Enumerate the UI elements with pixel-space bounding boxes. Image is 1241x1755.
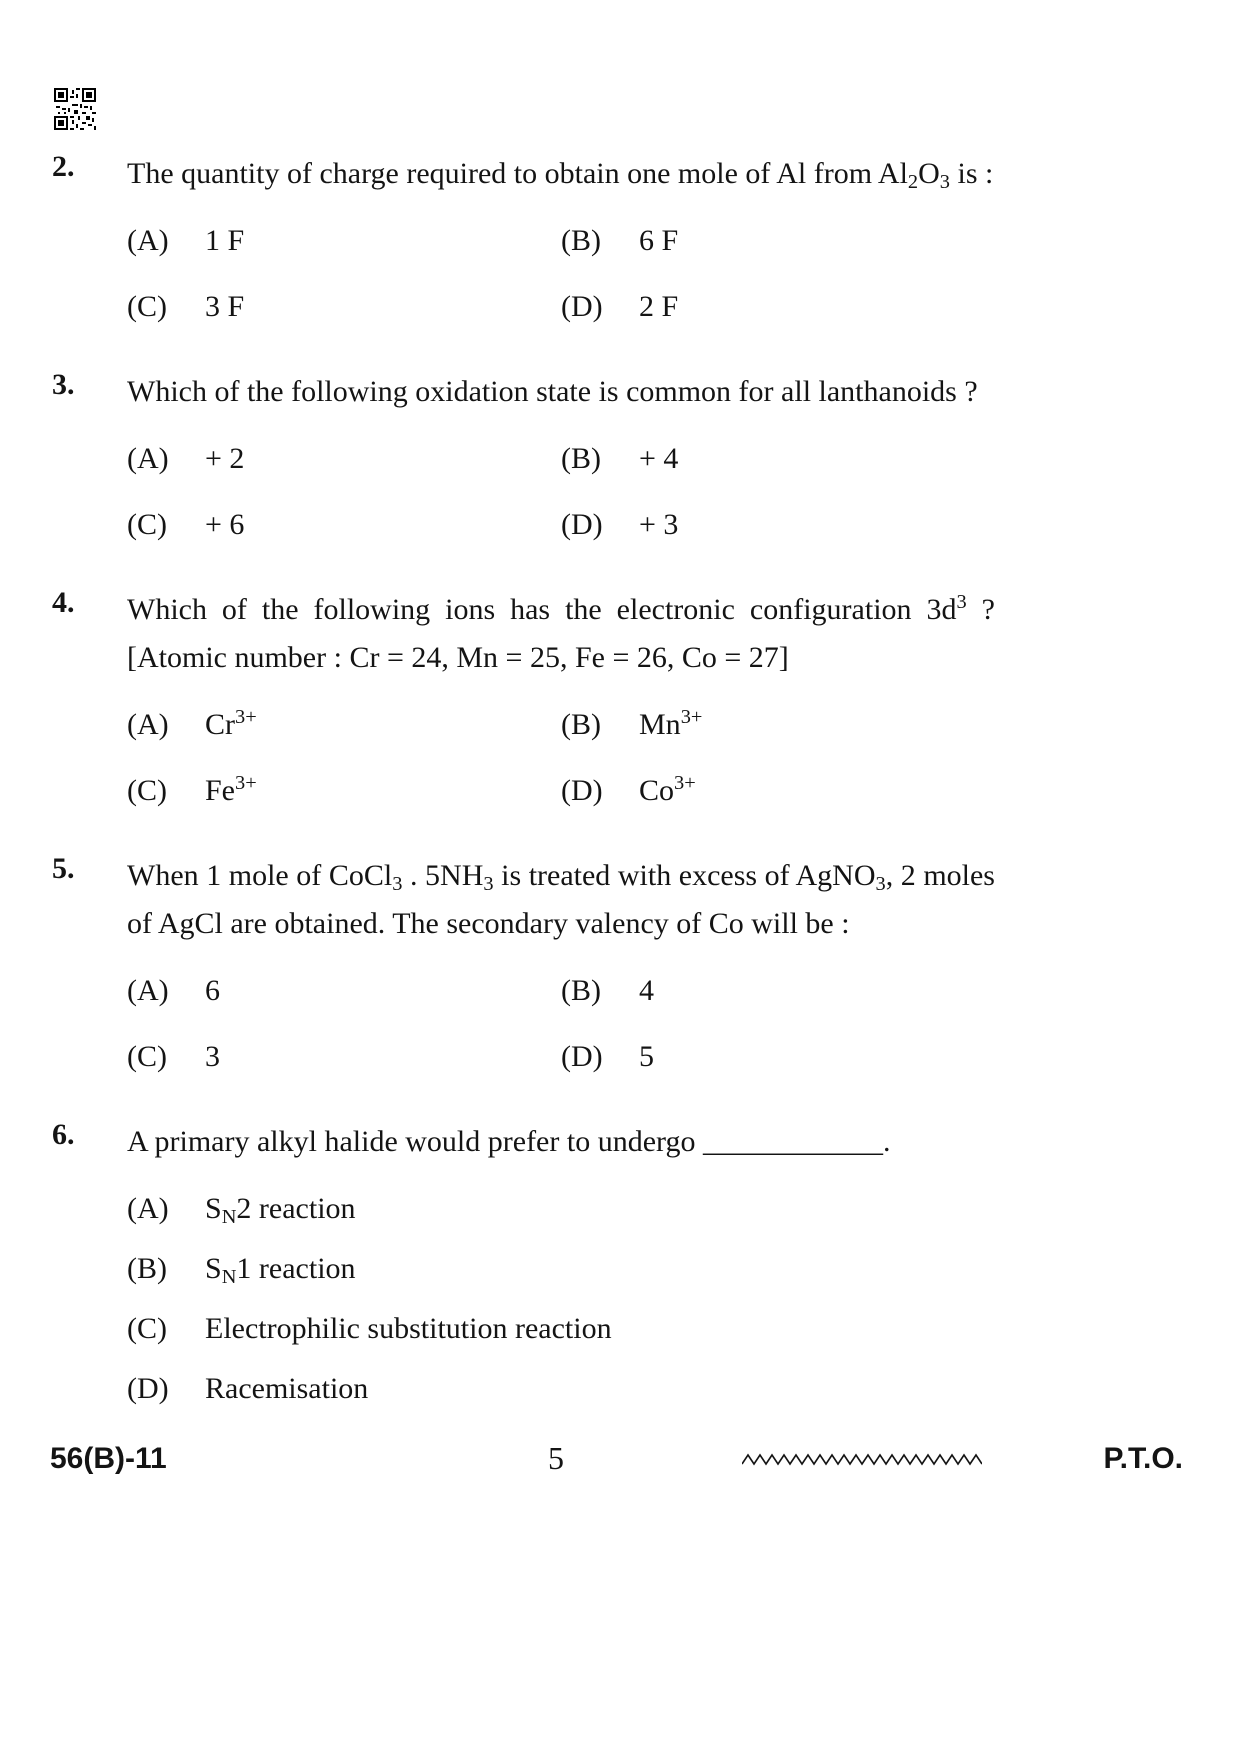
options [127,442,995,542]
question [52,1118,995,1406]
option-label: (A) [127,442,169,475]
option [127,974,561,1008]
option-label: (D) [127,1372,169,1405]
option-text: 3 F [205,290,245,323]
option-text: + 2 [205,442,245,475]
option-label: (D) [561,508,603,541]
question [52,852,995,1074]
page-number: 5 [548,1440,564,1476]
option [127,290,561,324]
option [127,1312,995,1346]
option-text: $Fe^{3+}$ [205,771,257,807]
page-content [52,88,995,1450]
option-label: (B) [127,1252,167,1285]
option [127,705,561,742]
question [52,150,995,324]
pto-label: P.T.O. [1103,1442,1183,1475]
question-body [127,150,995,324]
option-label: (B) [561,708,601,741]
option [127,1192,995,1229]
options [127,705,995,808]
option [127,771,561,808]
option [561,705,995,742]
option-text: Electrophilic substitution reaction [205,1312,612,1345]
question-body [127,368,995,542]
option-text: + 6 [205,508,245,541]
option-text: $Co^{3+}$ [639,771,696,807]
question [52,586,995,808]
option-text: $S_N1$ reaction [205,1252,356,1289]
option-text: 2 F [639,290,679,323]
paper-code: 56(B)-11 [50,1442,167,1475]
question-text: A primary alkyl halide would prefer to undergo ____________. [127,1125,891,1158]
question-number: 4. [52,586,75,619]
options [127,224,995,324]
option-label: (D) [561,290,603,323]
option [127,1252,995,1289]
qr-code [54,88,96,130]
option-label: (C) [127,774,167,807]
option-label: (B) [561,224,601,257]
option-text: 4 [639,974,654,1007]
option-label: (A) [127,974,169,1007]
question [52,368,995,542]
question-body [127,586,995,808]
option-label: (D) [561,774,603,807]
option-text: $S_N2$ reaction [205,1192,356,1229]
option-text: + 3 [639,508,679,541]
option-label: (C) [127,508,167,541]
option-label: (B) [561,974,601,1007]
question-number: 3. [52,368,75,401]
option [561,1040,995,1074]
option-label: (B) [561,442,601,475]
option [561,771,995,808]
option [127,224,561,258]
option-label: (C) [127,1040,167,1073]
question-text: Which of the following oxidation state is common for all lanthanoids ? [127,375,978,408]
option-text: $Mn^{3+}$ [639,705,703,741]
options [127,974,995,1074]
question-text: The quantity of charge required to obtain one mole of Al from $Al_2O_3$ is : [127,157,994,194]
squiggle-line [742,1452,982,1468]
option [127,508,561,542]
options [127,1192,995,1406]
question-number: 6. [52,1118,75,1151]
question-text: When 1 mole of CoCl$_3$ . $5NH_3$ is treated with excess of AgNO$_3$, 2 moles of AgCl are obtained. The secondary valency of Co will be : [127,859,995,940]
option-label: (A) [127,224,169,257]
option [127,1372,995,1406]
option-text: 6 F [639,224,679,257]
option [127,1040,561,1074]
option-text: Racemisation [205,1372,369,1405]
option-text: 6 [205,974,220,1007]
questions [52,150,995,1406]
question-number: 2. [52,150,75,183]
option-text: + 4 [639,442,679,475]
page-footer [0,1438,1241,1488]
question-body [127,852,995,1074]
option [561,442,995,476]
option [561,290,995,324]
option-text: $Cr^{3+}$ [205,705,257,741]
question-text: Which of the following ions has the electronic configuration $3d^3$ ? [Atomic number : Cr = 24, Mn = 25, Fe = 26, Co = 27] [127,590,995,674]
option-label: (D) [561,1040,603,1073]
question-number: 5. [52,852,75,885]
option-text: 5 [639,1040,654,1073]
option-label: (C) [127,1312,167,1345]
option-text: 3 [205,1040,220,1073]
option [561,224,995,258]
option [561,508,995,542]
option [127,442,561,476]
option-text: 1 F [205,224,245,257]
option-label: (A) [127,708,169,741]
option [561,974,995,1008]
option-label: (C) [127,290,167,323]
option-label: (A) [127,1192,169,1225]
question-body [127,1118,995,1406]
